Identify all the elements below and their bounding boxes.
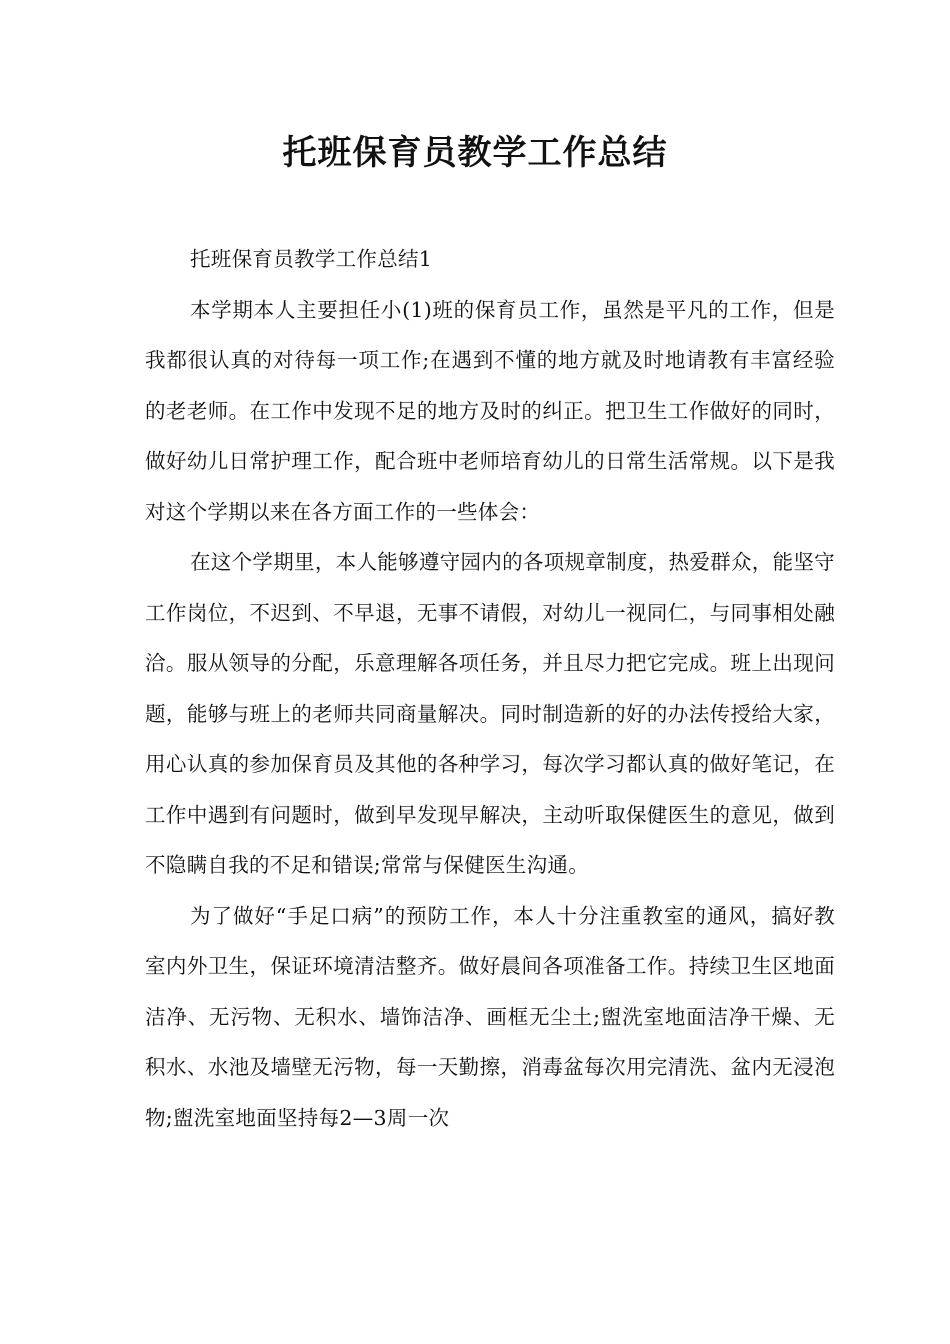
- paragraph-intro: 本学期本人主要担任小(1)班的保育员工作，虽然是平凡的工作，但是我都很认真的对待每一项工作;在遇到不懂的地方就及时地请教有丰富经验的老老师。在工作中发现不足的地方及时的纠正。把卫生工作做好的同时，做好幼儿日常护理工作，配合班中老师培育幼儿的日常生活常规。以下是我对这个学期以来在各方面工作的一些体会：: [145, 297, 835, 524]
- document-body: [145, 234, 835, 1143]
- paragraph-hygiene: 为了做好“手足口病”的预防工作，本人十分注重教室的通风，搞好教室内外卫生，保证环境清洁整齐。做好晨间各项准备工作。持续卫生区地面洁净、无污物、无积水、墙饰洁净、画框无尘土;盥洗室地面洁净干燥、无积水、水池及墙壁无污物，每一天勤擦，消毒盆每次用完清洗、盆内无浸泡物;盥洗室地面坚持每2—3周一次: [145, 903, 835, 1130]
- paragraph-discipline: 在这个学期里，本人能够遵守园内的各项规章制度，热爱群众，能坚守工作岗位，不迟到、不早退，无事不请假，对幼儿一视同仁，与同事相处融洽。服从领导的分配，乐意理解各项任务，并且尽力把它完成。班上出现问题，能够与班上的老师共同商量解决。同时制造新的好的办法传授给大家，用心认真的参加保育员及其他的各种学习，每次学习都认真的做好笔记，在工作中遇到有问题时，做到早发现早解决，主动听取保健医生的意见，做到不隐瞒自我的不足和错误;常常与保健医生沟通。: [145, 550, 835, 877]
- paragraph-subtitle: 托班保育员教学工作总结1: [190, 247, 433, 271]
- document-title: 托班保育员教学工作总结: [282, 133, 668, 173]
